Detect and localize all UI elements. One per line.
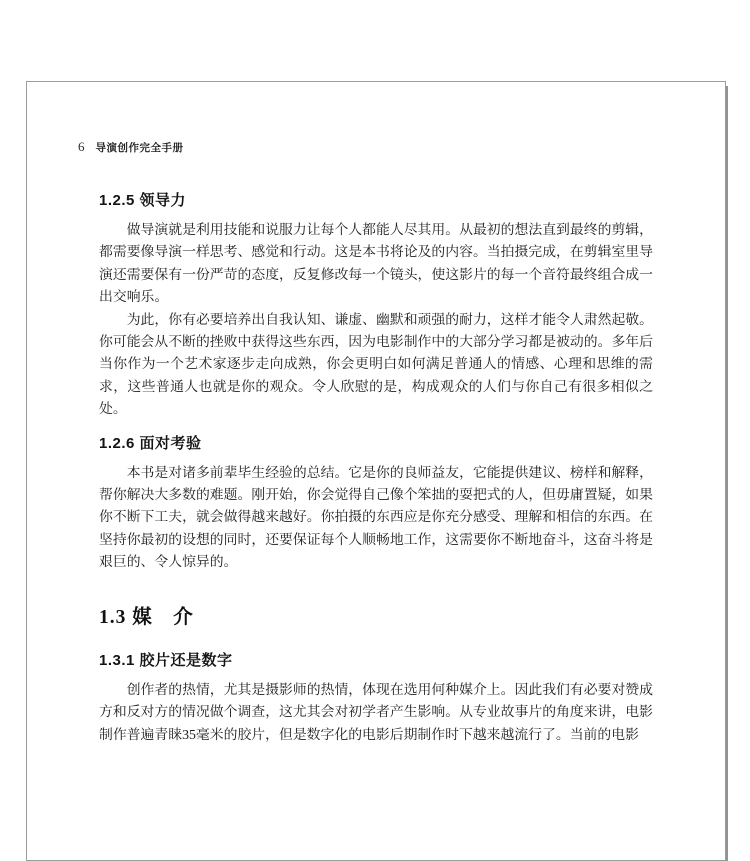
section-heading-1-3-1: 1.3.1 胶片还是数字 [99, 651, 233, 669]
section-heading-1-2-6: 1.2.6 面对考验 [99, 434, 202, 452]
page-number: 6 [78, 139, 85, 154]
paragraph: 为此，你有必要培养出自我认知、谦虚、幽默和顽强的耐力，这样才能令人肃然起敬。你可能会从不断的挫败中获得这些东西，因为电影制作中的大部分学习都是被动的。多年后当你作为一个艺术家逐步走向成熟，你会更明白如何满足普通人的情感、心理和思维的需求，这些普通人也就是你的观众。令人欣慰的是，构成观众的人们与你自己有很多相似之处。 [99, 311, 653, 417]
section-heading-1-2-5: 1.2.5 领导力 [99, 192, 187, 209]
paragraph: 创作者的热情，尤其是摄影师的热情，体现在选用何种媒介上。因此我们有必要对赞成方和反对方的情况做个调查，这尤其会对初学者产生影响。从专业故事片的角度来讲，电影制作普遍青睐35毫米的胶片，但是数字化的电影后期制作时下越来越流行了。当前的电影 [99, 681, 653, 742]
paragraph: 本书是对诸多前辈毕生经验的总结。它是你的良师益友，它能提供建议、榜样和解释，帮你解决大多数的难题。刚开始，你会觉得自己像个笨拙的耍把式的人，但毋庸置疑，如果你不断下工夫，就会做得越来越好。你拍摄的东西应是你充分感受、理解和相信的东西。在坚持你最初的设想的同时，还要保证每个人顺畅地工作，这需要你不断地奋斗，这奋斗将是艰巨的、令人惊异的。 [99, 464, 653, 570]
paragraph: 做导演就是利用技能和说服力让每个人都能人尽其用。从最初的想法直到最终的剪辑，都需要像导演一样思考、感觉和行动。这是本书将论及的内容。当拍摄完成，在剪辑室里导演还需要保有一份严苛的态度，反复修改每一个镜头，使这影片的每一个音符最终组合成一出交响乐。 [99, 222, 653, 305]
section-heading-1-3: 1.3 媒 介 [99, 606, 194, 628]
running-title: 导演创作完全手册 [95, 142, 184, 154]
page-content [27, 140, 725, 746]
page-header [78, 140, 653, 155]
book-page [26, 81, 726, 861]
